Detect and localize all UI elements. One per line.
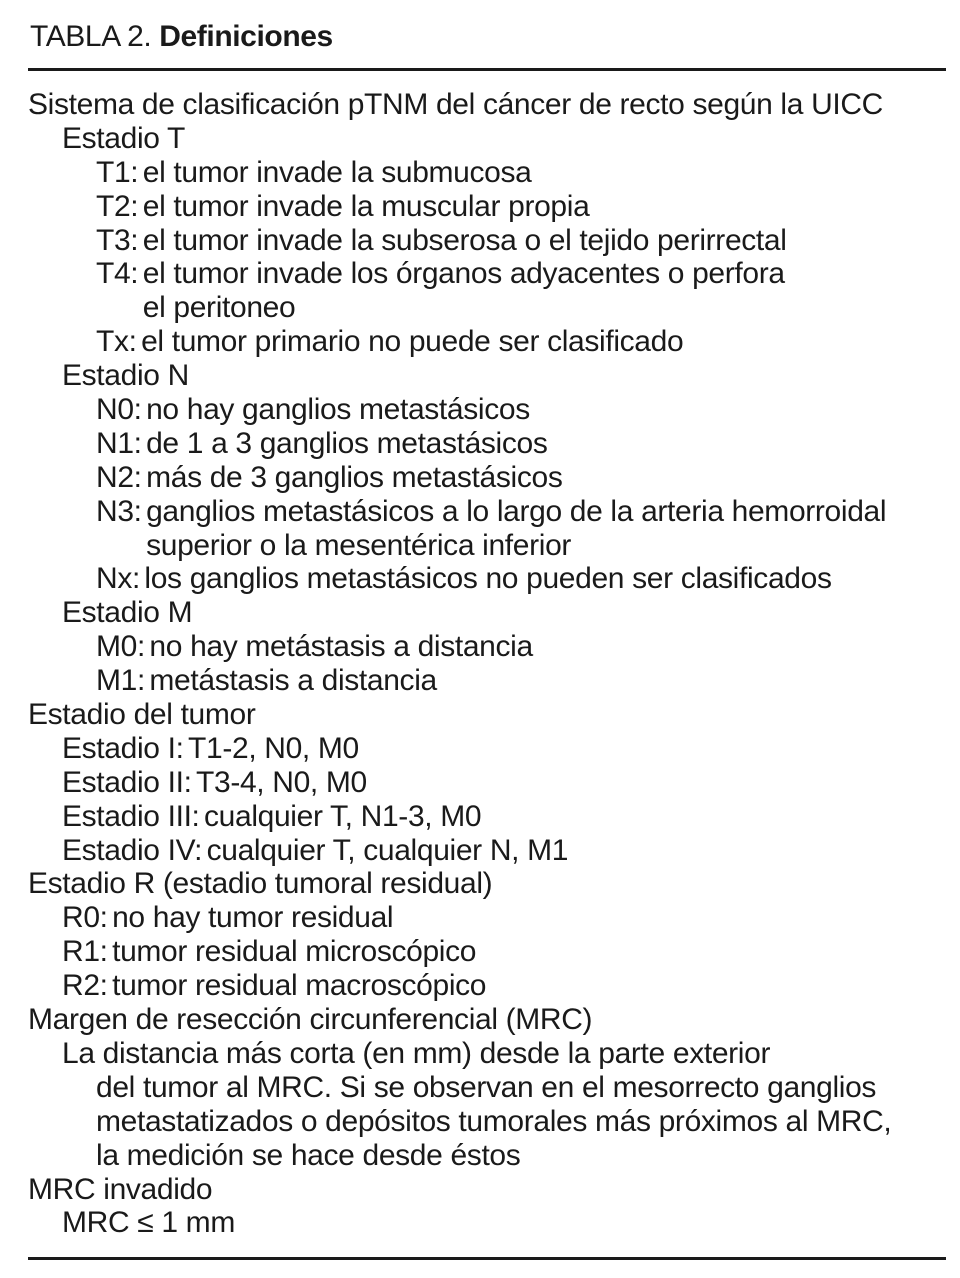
- item-term: Estadio III:: [62, 799, 200, 833]
- item-term: N0:: [96, 393, 142, 427]
- r-stage-heading: Estadio R (estadio tumoral residual): [28, 867, 493, 901]
- list-item: [28, 732, 946, 766]
- item-definition: ganglios metastásicos a lo largo de la arteria hemorroidal: [146, 494, 887, 528]
- list-item: [28, 630, 946, 664]
- list-item: [28, 427, 946, 461]
- item-definition: el tumor invade la subserosa o el tejido perirrectal: [142, 223, 787, 257]
- mrc-invaded-heading: MRC invadido: [28, 1172, 213, 1206]
- list-item: [28, 800, 946, 834]
- item-definition-continued: superior o la mesentérica inferior: [146, 528, 572, 562]
- item-term: Tx:: [96, 325, 137, 359]
- table-document: [28, 0, 946, 1278]
- list-item: [28, 190, 946, 224]
- list-item: [28, 257, 946, 325]
- mrc-definition-continued: metastatizados o depósitos tumorales más próximos al MRC,: [96, 1104, 892, 1138]
- mrc-heading: Margen de resección circunferencial (MRC): [28, 1003, 593, 1037]
- item-definition: no hay ganglios metastásicos: [146, 393, 530, 427]
- list-item: [28, 664, 946, 698]
- list-item: [28, 562, 946, 596]
- item-definition: el tumor invade los órganos adyacentes o perfora: [142, 257, 785, 291]
- list-item: [28, 224, 946, 258]
- item-definition: T1-2, N0, M0: [188, 731, 359, 765]
- item-definition: los ganglios metastásicos no pueden ser clasificados: [144, 562, 832, 596]
- list-item: [28, 935, 946, 969]
- list-item: [28, 766, 946, 800]
- item-definition: el tumor invade la muscular propia: [142, 189, 590, 223]
- item-term: R1:: [62, 935, 108, 969]
- table-heading: Definiciones: [159, 20, 333, 53]
- table-body: [28, 88, 946, 1240]
- list-item: [28, 834, 946, 868]
- item-term: Nx:: [96, 562, 140, 596]
- item-term: T1:: [96, 155, 139, 189]
- list-item: [28, 393, 946, 427]
- item-term: N3:: [96, 494, 142, 528]
- mrc-definition-continued: del tumor al MRC. Si se observan en el mesorrecto ganglios: [96, 1070, 877, 1104]
- item-definition: no hay metástasis a distancia: [149, 630, 533, 664]
- list-item: [28, 969, 946, 1003]
- item-term: M1:: [96, 664, 145, 698]
- item-definition: el tumor primario no puede ser clasificado: [141, 325, 684, 359]
- item-definition: cualquier T, cualquier N, M1: [206, 833, 569, 867]
- list-item: [28, 461, 946, 495]
- t-stage-heading: Estadio T: [62, 121, 186, 155]
- mrc-definition-continued: la medición se hace desde éstos: [96, 1138, 521, 1172]
- item-definition: tumor residual microscópico: [112, 935, 477, 969]
- item-term: R0:: [62, 901, 108, 935]
- item-term: R2:: [62, 969, 108, 1003]
- bottom-rule: [28, 1257, 946, 1260]
- item-term: Estadio II:: [62, 765, 192, 799]
- n-stage-heading: Estadio N: [62, 359, 189, 393]
- table-label: TABLA 2.: [30, 20, 152, 53]
- item-term: N2:: [96, 460, 142, 494]
- item-term: N1:: [96, 426, 142, 460]
- item-definition: no hay tumor residual: [112, 901, 394, 935]
- list-item: [28, 901, 946, 935]
- item-term: Estadio I:: [62, 731, 184, 765]
- list-item: [28, 325, 946, 359]
- item-definition: más de 3 ganglios metastásicos: [146, 460, 563, 494]
- mrc-invaded-value: MRC ≤ 1 mm: [62, 1206, 235, 1240]
- item-term: Estadio IV:: [62, 833, 203, 867]
- ptnm-heading: Sistema de clasificación pTNM del cáncer de recto según la UICC: [28, 88, 883, 121]
- table-title: [30, 18, 333, 56]
- top-rule: [28, 68, 946, 71]
- list-item: [28, 156, 946, 190]
- list-item: [28, 495, 946, 563]
- item-definition: de 1 a 3 ganglios metastásicos: [146, 426, 548, 460]
- item-term: M0:: [96, 630, 145, 664]
- tumor-stage-heading: Estadio del tumor: [28, 698, 256, 732]
- item-definition-continued: el peritoneo: [142, 291, 296, 325]
- item-definition: metástasis a distancia: [149, 664, 437, 698]
- item-term: T3:: [96, 223, 139, 257]
- item-term: T2:: [96, 189, 139, 223]
- item-definition: tumor residual macroscópico: [112, 969, 487, 1003]
- item-term: T4:: [96, 257, 139, 291]
- item-definition: T3-4, N0, M0: [196, 765, 367, 799]
- item-definition: cualquier T, N1-3, M0: [204, 799, 482, 833]
- item-definition: el tumor invade la submucosa: [142, 155, 532, 189]
- m-stage-heading: Estadio M: [62, 596, 193, 630]
- mrc-definition: La distancia más corta (en mm) desde la parte exterior: [62, 1036, 771, 1070]
